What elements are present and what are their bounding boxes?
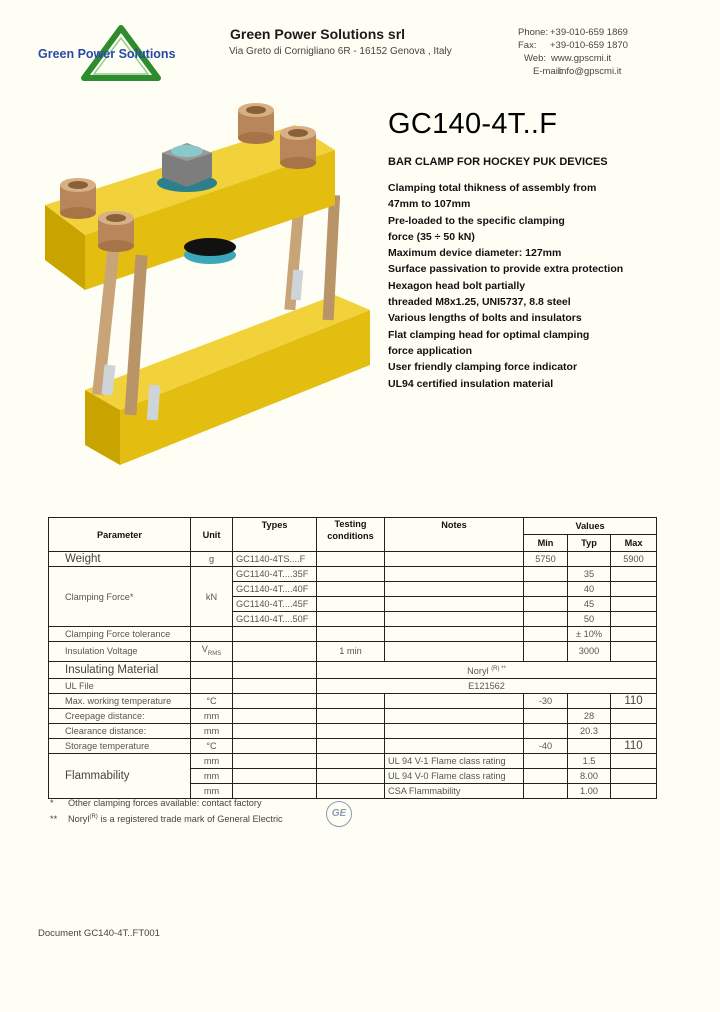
insulator-cup — [280, 126, 316, 169]
header-typ: Typ — [568, 535, 611, 552]
feature-item: Clamping total thikness of assembly from — [388, 182, 597, 194]
footnote-mark-1: * — [50, 798, 54, 808]
feature-item: Pre-loaded to the specific clamping — [388, 214, 565, 227]
header-max: Max — [611, 535, 657, 552]
spec-table — [48, 517, 657, 799]
footnote-mark-2: ** — [50, 814, 58, 824]
insulator-cup — [98, 211, 134, 252]
table-row: Insulation Voltage $V_{RMS}$ 1 min 3000 — [49, 642, 657, 662]
table-row: GC1140-4T....45F 45 — [49, 597, 657, 612]
feature-item: Maximum device diameter: 127mm — [388, 247, 562, 260]
table-row: Clamping Force* kN GC1140-4T....35F 35 — [49, 567, 657, 582]
footnote-2: Noryl$^{(R)}$ is a registered trade mark of General Electric — [68, 814, 283, 825]
header-testing: Testing conditions — [317, 518, 385, 552]
insulator-cup — [60, 178, 96, 219]
feature-item: UL94 certified insulation material — [388, 377, 554, 390]
feature-item: Various lengths of bolts and insulators — [388, 312, 582, 325]
insulator-cup — [238, 103, 274, 144]
product-title: GC140-4T..F — [388, 108, 558, 140]
product-subtitle: BAR CLAMP FOR HOCKEY PUK DEVICES — [388, 156, 608, 168]
feature-item: User friendly clamping force indicator — [388, 361, 578, 374]
header-types: Types — [233, 518, 317, 552]
logo-text: Green Power Solutions — [38, 47, 176, 61]
table-row: Max. working temperature °C -30 110 — [49, 693, 657, 708]
feature-item: 47mm to 107mm — [388, 198, 471, 211]
table-row: GC1140-4T....50F 50 — [49, 612, 657, 627]
table-row: Clamping Force tolerance ± 10% — [49, 627, 657, 642]
feature-item: force application — [388, 344, 473, 357]
hexagon-bolt-head — [157, 143, 217, 192]
ge-logo-icon: GE — [326, 801, 352, 827]
table-row: Clearance distance: mm 20.3 — [49, 723, 657, 738]
header-notes: Notes — [385, 518, 524, 552]
document-number: Document GC140-4T..FT001 — [38, 928, 160, 939]
feature-item: force (35 ÷ 50 kN) — [388, 230, 475, 243]
table-row: Storage temperature °C -40 110 — [49, 738, 657, 753]
table-row: mm CSA Flammability 1.00 — [49, 783, 657, 798]
feature-item: Hexagon head bolt partially — [388, 279, 526, 292]
company-name: Green Power Solutions srl — [230, 26, 406, 42]
feature-item: Surface passivation to provide extra protection — [388, 263, 624, 276]
table-row: GC1140-4T....40F 40 — [49, 582, 657, 597]
table-row: Insulating Material Noryl $^{(R) **}$ — [49, 661, 657, 678]
header-unit: Unit — [191, 518, 233, 552]
feature-item: Flat clamping head for optimal clamping — [388, 328, 590, 341]
table-row: Creepage distance: mm 28 — [49, 708, 657, 723]
table-row: UL File E121562 — [49, 678, 657, 693]
header-values: Values — [524, 518, 657, 535]
footnote-1: Other clamping forces available: contact factory — [68, 798, 262, 808]
header-min: Min — [524, 535, 568, 552]
feature-item: threaded M8x1.25, UNI5737, 8.8 steel — [388, 296, 571, 309]
header-parameter: Parameter — [49, 518, 191, 552]
table-row: Flammability mm UL 94 V-1 Flame class rating 1.5 — [49, 753, 657, 768]
table-row: mm UL 94 V-0 Flame class rating 8.00 — [49, 768, 657, 783]
company-address: Via Greto di Cornigliano 6R - 16152 Genova , Italy — [229, 46, 452, 57]
bar-clamp-illustration — [40, 95, 380, 475]
feature-list — [388, 180, 688, 392]
table-row: Weight g GC1140-4TS....F 5750 5900 — [49, 552, 657, 567]
